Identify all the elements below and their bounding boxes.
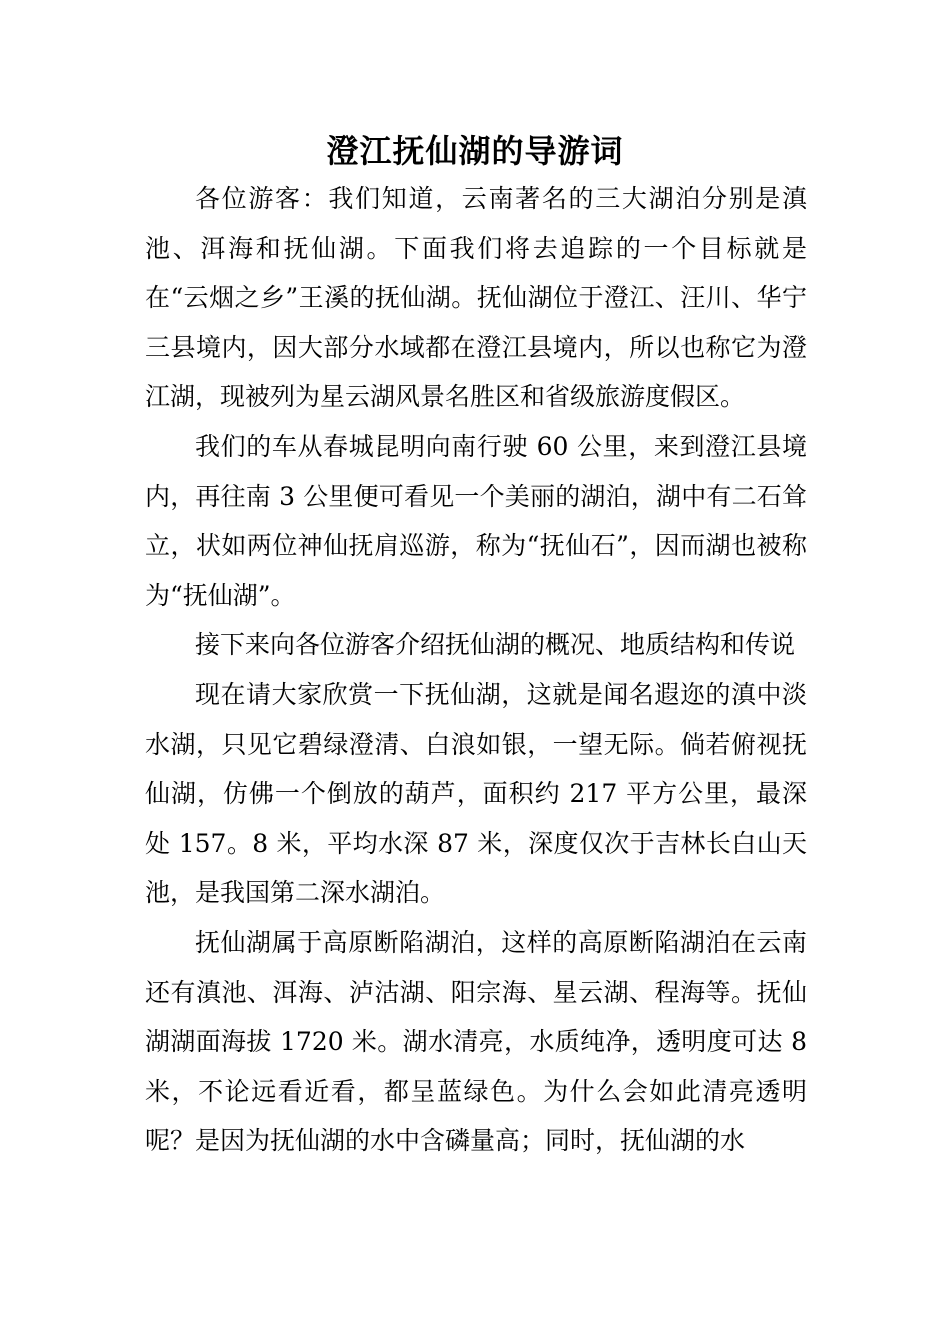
paragraph-2: 我们的车从春城昆明向南行驶 60 公里，来到澄江县境内，再往南 3 公里便可看见一个美丽的湖泊，湖中有二石耸立，状如两位神仙抚肩巡游，称为“抚仙石”，因而湖也被称为“抚仙湖”。 — [145, 431, 807, 610]
document-title: 澄江抚仙湖的导游词 — [326, 132, 624, 170]
paragraph-5: 抚仙湖属于高原断陷湖泊，这样的高原断陷湖泊在云南还有滇池、洱海、泸沽湖、阳宗海、星云湖、程海等。抚仙湖湖面海拔 1720 米。湖水清亮，水质纯净，透明度可达 8 米，不论远看近看，都呈蓝绿色。为什么会如此清亮透明呢？是因为抚仙湖的水中含磷量高；同时，抚仙湖的水 — [145, 927, 807, 1156]
document-body — [145, 174, 807, 1166]
paragraph-4: 现在请大家欣赏一下抚仙湖，这就是闻名遐迩的滇中淡水湖，只见它碧绿澄清、白浪如银，一望无际。倘若俯视抚仙湖，仿佛一个倒放的葫芦，面积约 217 平方公里，最深处 157。8 米，平均水深 87 米，深度仅次于吉林长白山天池，是我国第二深水湖泊。 — [145, 679, 807, 908]
paragraph-1: 各位游客：我们知道，云南著名的三大湖泊分别是滇池、洱海和抚仙湖。下面我们将去追踪的一个目标就是在“云烟之乡”王溪的抚仙湖。抚仙湖位于澄江、汪川、华宁三县境内，因大部分水域都在澄江县境内，所以也称它为澄江湖，现被列为星云湖风景名胜区和省级旅游度假区。 — [145, 184, 807, 412]
paragraph-3: 接下来向各位游客介绍抚仙湖的概况、地质结构和传说 — [195, 630, 796, 660]
